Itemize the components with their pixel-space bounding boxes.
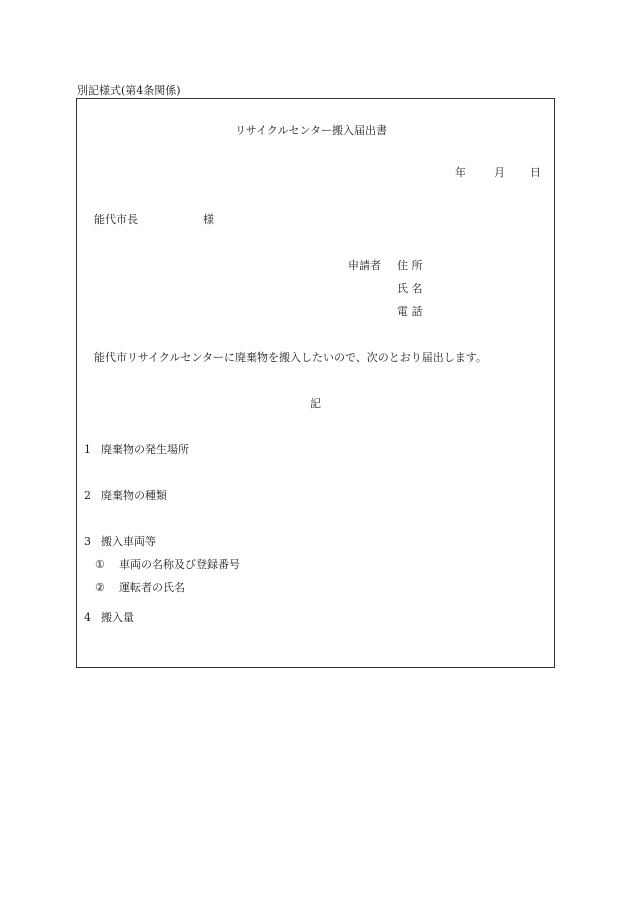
- sub-item-label-vehicle-name: 車両の名称及び登録番号: [119, 558, 240, 571]
- item-number: 3: [84, 535, 91, 548]
- item-label-waste-type: 廃棄物の種類: [101, 489, 167, 502]
- form-label: 別記様式(第4条関係): [77, 84, 181, 97]
- sub-item-marker: ②: [95, 581, 105, 594]
- sub-item-marker: ①: [95, 558, 105, 571]
- item-number: 2: [84, 489, 91, 502]
- sub-item-label-driver-name: 運転者の氏名: [119, 581, 185, 594]
- applicant-name-label: 氏 名: [397, 282, 423, 295]
- applicant-phone-label: 電 話: [397, 305, 423, 318]
- item-number: 1: [84, 443, 91, 456]
- applicant-address-label: 住 所: [397, 259, 423, 272]
- date-month-label: 月: [494, 166, 505, 179]
- item-label-quantity: 搬入量: [101, 611, 134, 624]
- applicant-label: 申請者: [348, 259, 381, 272]
- date-day-label: 日: [530, 166, 541, 179]
- form-title: リサイクルセンター搬入届出書: [235, 124, 388, 137]
- item-number: 4: [84, 611, 91, 624]
- item-label-vehicles: 搬入車両等: [101, 535, 156, 548]
- addressee-honorific: 様: [203, 213, 214, 226]
- item-label-occurrence-site: 廃棄物の発生場所: [101, 443, 189, 456]
- body-text: 能代市リサイクルセンターに廃棄物を搬入したいので、次のとおり届出します。: [94, 351, 487, 364]
- date-year-label: 年: [455, 166, 466, 179]
- addressee-name: 能代市長: [94, 213, 138, 226]
- ki-heading: 記: [310, 397, 321, 410]
